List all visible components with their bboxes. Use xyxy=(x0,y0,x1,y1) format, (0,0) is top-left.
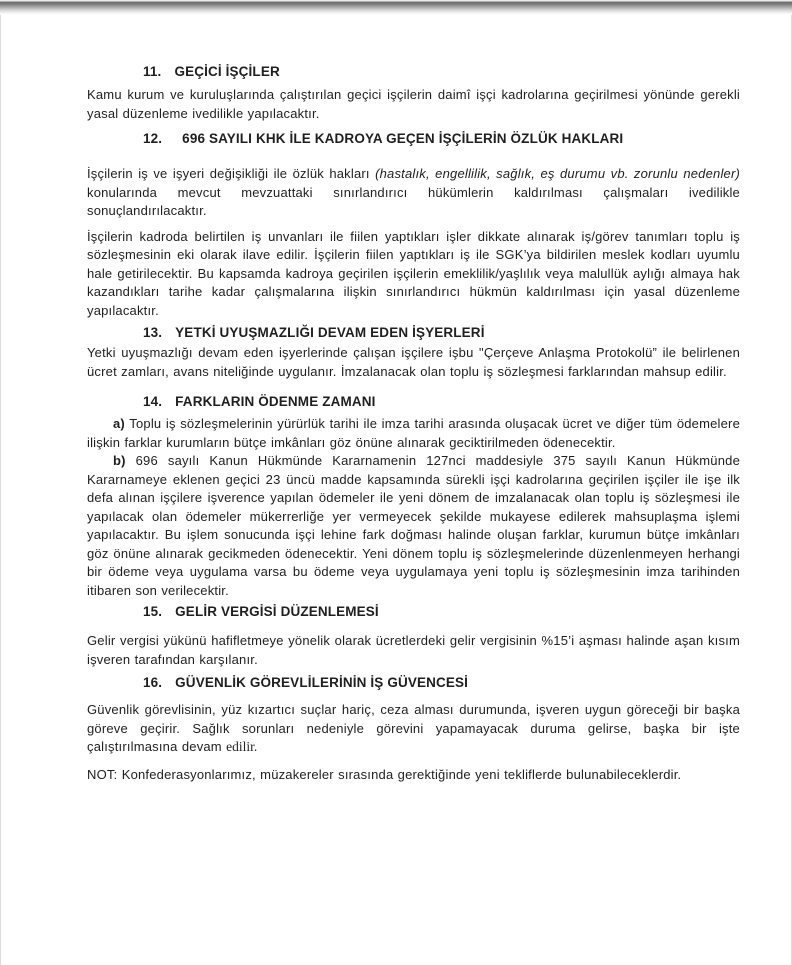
section-heading-14 xyxy=(87,394,740,410)
section-title-15: GELİR VERGİSİ DÜZENLEMESİ xyxy=(175,604,379,619)
section-heading-15 xyxy=(87,604,740,620)
section-16-body xyxy=(87,701,740,757)
section-12-paragraph-2: İşçilerin kadroda belirtilen iş unvanları ile fiilen yaptıkları işler dikkate alınarak iş/görev tanımları toplu iş sözleşmesinin eki olarak ilave edilir. İşçilerin fiilen yaptıkları iş ile SGK’ya bildirilen meslek kodları uyumlu hale getirilecektir. Bu kapsamda kadroya geçirilen işçilerin emeklilik/yaşlılık veya malullük aylığı almaya hak kazandıkları tarihe kadar çalışmalarına ilişkin sınırlandırıcı hükmün kaldırılması için yasal düzenleme yapılacaktır. xyxy=(87,228,740,318)
paragraph-serif-text: edilir. xyxy=(226,739,258,754)
section-heading-11 xyxy=(87,64,740,80)
section-heading-13 xyxy=(87,325,740,341)
section-title-16: GÜVENLİK GÖREVLİLERİNİN İŞ GÜVENCESİ xyxy=(175,675,469,690)
section-11-body: Kamu kurum ve kuruluşlarında çalıştırılan geçici işçilerin daimî işçi kadrolarına geçirilmesi yönünde gerekli yasal düzenleme ivedilikle yapılacaktır. xyxy=(87,87,740,121)
paragraph-text: Toplu iş sözleşmelerinin yürürlük tarihi ile imza tarihi arasında oluşacak ücret ve diğer tüm ödemelere ilişkin farklar kurumların bütçe imkânları göz önüne alınarak geciktirilmeden ödenecektir. xyxy=(87,416,740,450)
note-line: NOT: Konfederasyonlarımız, müzakereler sırasında gerektiğinde yeni tekliflerde bulunabileceklerdir. xyxy=(87,766,682,782)
paragraph-text: Güvenlik görevlisinin, yüz kızartıcı suçlar hariç, ceza alması durumunda, işveren uygun göreceği bir başka göreve geçirir. Sağlık sorunları nedeniyle görevini yapamayacak duruma gelirse, başka bir işte çalıştırılmasına devam xyxy=(87,702,740,754)
section-13-body: Yetki uyuşmazlığı devam eden işyerlerinde çalışan işçilere işbu "Çerçeve Anlaşma Protokolü” ile belirlenen ücret zamları, avans niteliğinde uygulanır. İmzalanacak olan toplu iş sözleşmesi farklarından mahsup edilir. xyxy=(87,345,740,379)
page-top-scan-edge xyxy=(0,0,792,15)
item-b-label: b) xyxy=(113,453,126,468)
section-12-paragraph-1 xyxy=(87,165,740,221)
paragraph-text: İşçilerin iş ve işyeri değişikliği ile özlük hakları xyxy=(87,166,376,181)
section-number-11: 11. xyxy=(143,64,162,79)
section-14-item-b xyxy=(87,452,740,600)
section-number-12: 12. xyxy=(143,131,163,146)
paragraph-italic-text: (hastalık, engellilik, sağlık, eş durumu vb. zorunlu nedenler) xyxy=(375,166,740,181)
section-title-12: 696 SAYILI KHK İLE KADROYA GEÇEN İŞÇİLERİN ÖZLÜK HAKLARI xyxy=(182,131,624,146)
item-a-label: a) xyxy=(113,416,125,431)
section-15-body: Gelir vergisi yükünü hafifletmeye yönelik olarak ücretlerdeki gelir vergisinin %15’i aşması halinde aşan kısım işveren tarafından karşılanır. xyxy=(87,633,740,667)
section-heading-12 xyxy=(87,131,740,147)
page-left-scan-edge xyxy=(0,0,1,965)
section-number-15: 15. xyxy=(143,604,163,619)
section-title-13: YETKİ UYUŞMAZLIĞI DEVAM EDEN İŞYERLERİ xyxy=(175,325,485,340)
section-14-item-a xyxy=(87,415,740,452)
section-number-13: 13. xyxy=(143,325,163,340)
section-number-16: 16. xyxy=(143,675,163,690)
section-title-14: FARKLARIN ÖDENME ZAMANI xyxy=(175,394,376,409)
paragraph-text: 696 sayılı Kanun Hükmünde Kararnamenin 127nci maddesiyle 375 sayılı Kanun Hükmünde Kararnameye eklenen geçici 23 üncü madde kapsamında sürekli işçi kadrolarına geçirilen işçiler ile işe ilk defa alınan işçilere işverence yapılan ödemeler ile yeni dönem de imzalanacak olan toplu iş sözleşmesi ile yapılacak olan ödemeler mükerrerliğe yer vermeyecek şekilde mukayese edilerek mahsuplaşma işlemi yapılacaktır. Bu işlem sonucunda işçi lehine fark doğması halinde oluşan farklar, kurumun bütçe imkânları göz önüne alınarak gecikmeden ödenecektir. Yeni dönem toplu iş sözleşmelerinde düzenlenmeyen herhangi bir ödeme veya uygulama varsa bu ödeme veya uygulamaya yeni toplu iş sözleşmesinin imza tarihinden itibaren son verilecektir. xyxy=(87,453,740,598)
section-number-14: 14. xyxy=(143,394,163,409)
paragraph-text: konularında mevcut mevzuattaki sınırlandırıcı hükümlerin kaldırılması çalışmaları ivedilikle sonuçlandırılacaktır. xyxy=(87,184,740,218)
section-heading-16 xyxy=(87,675,740,691)
section-title-11: GEÇİCİ İŞÇİLER xyxy=(174,64,280,79)
